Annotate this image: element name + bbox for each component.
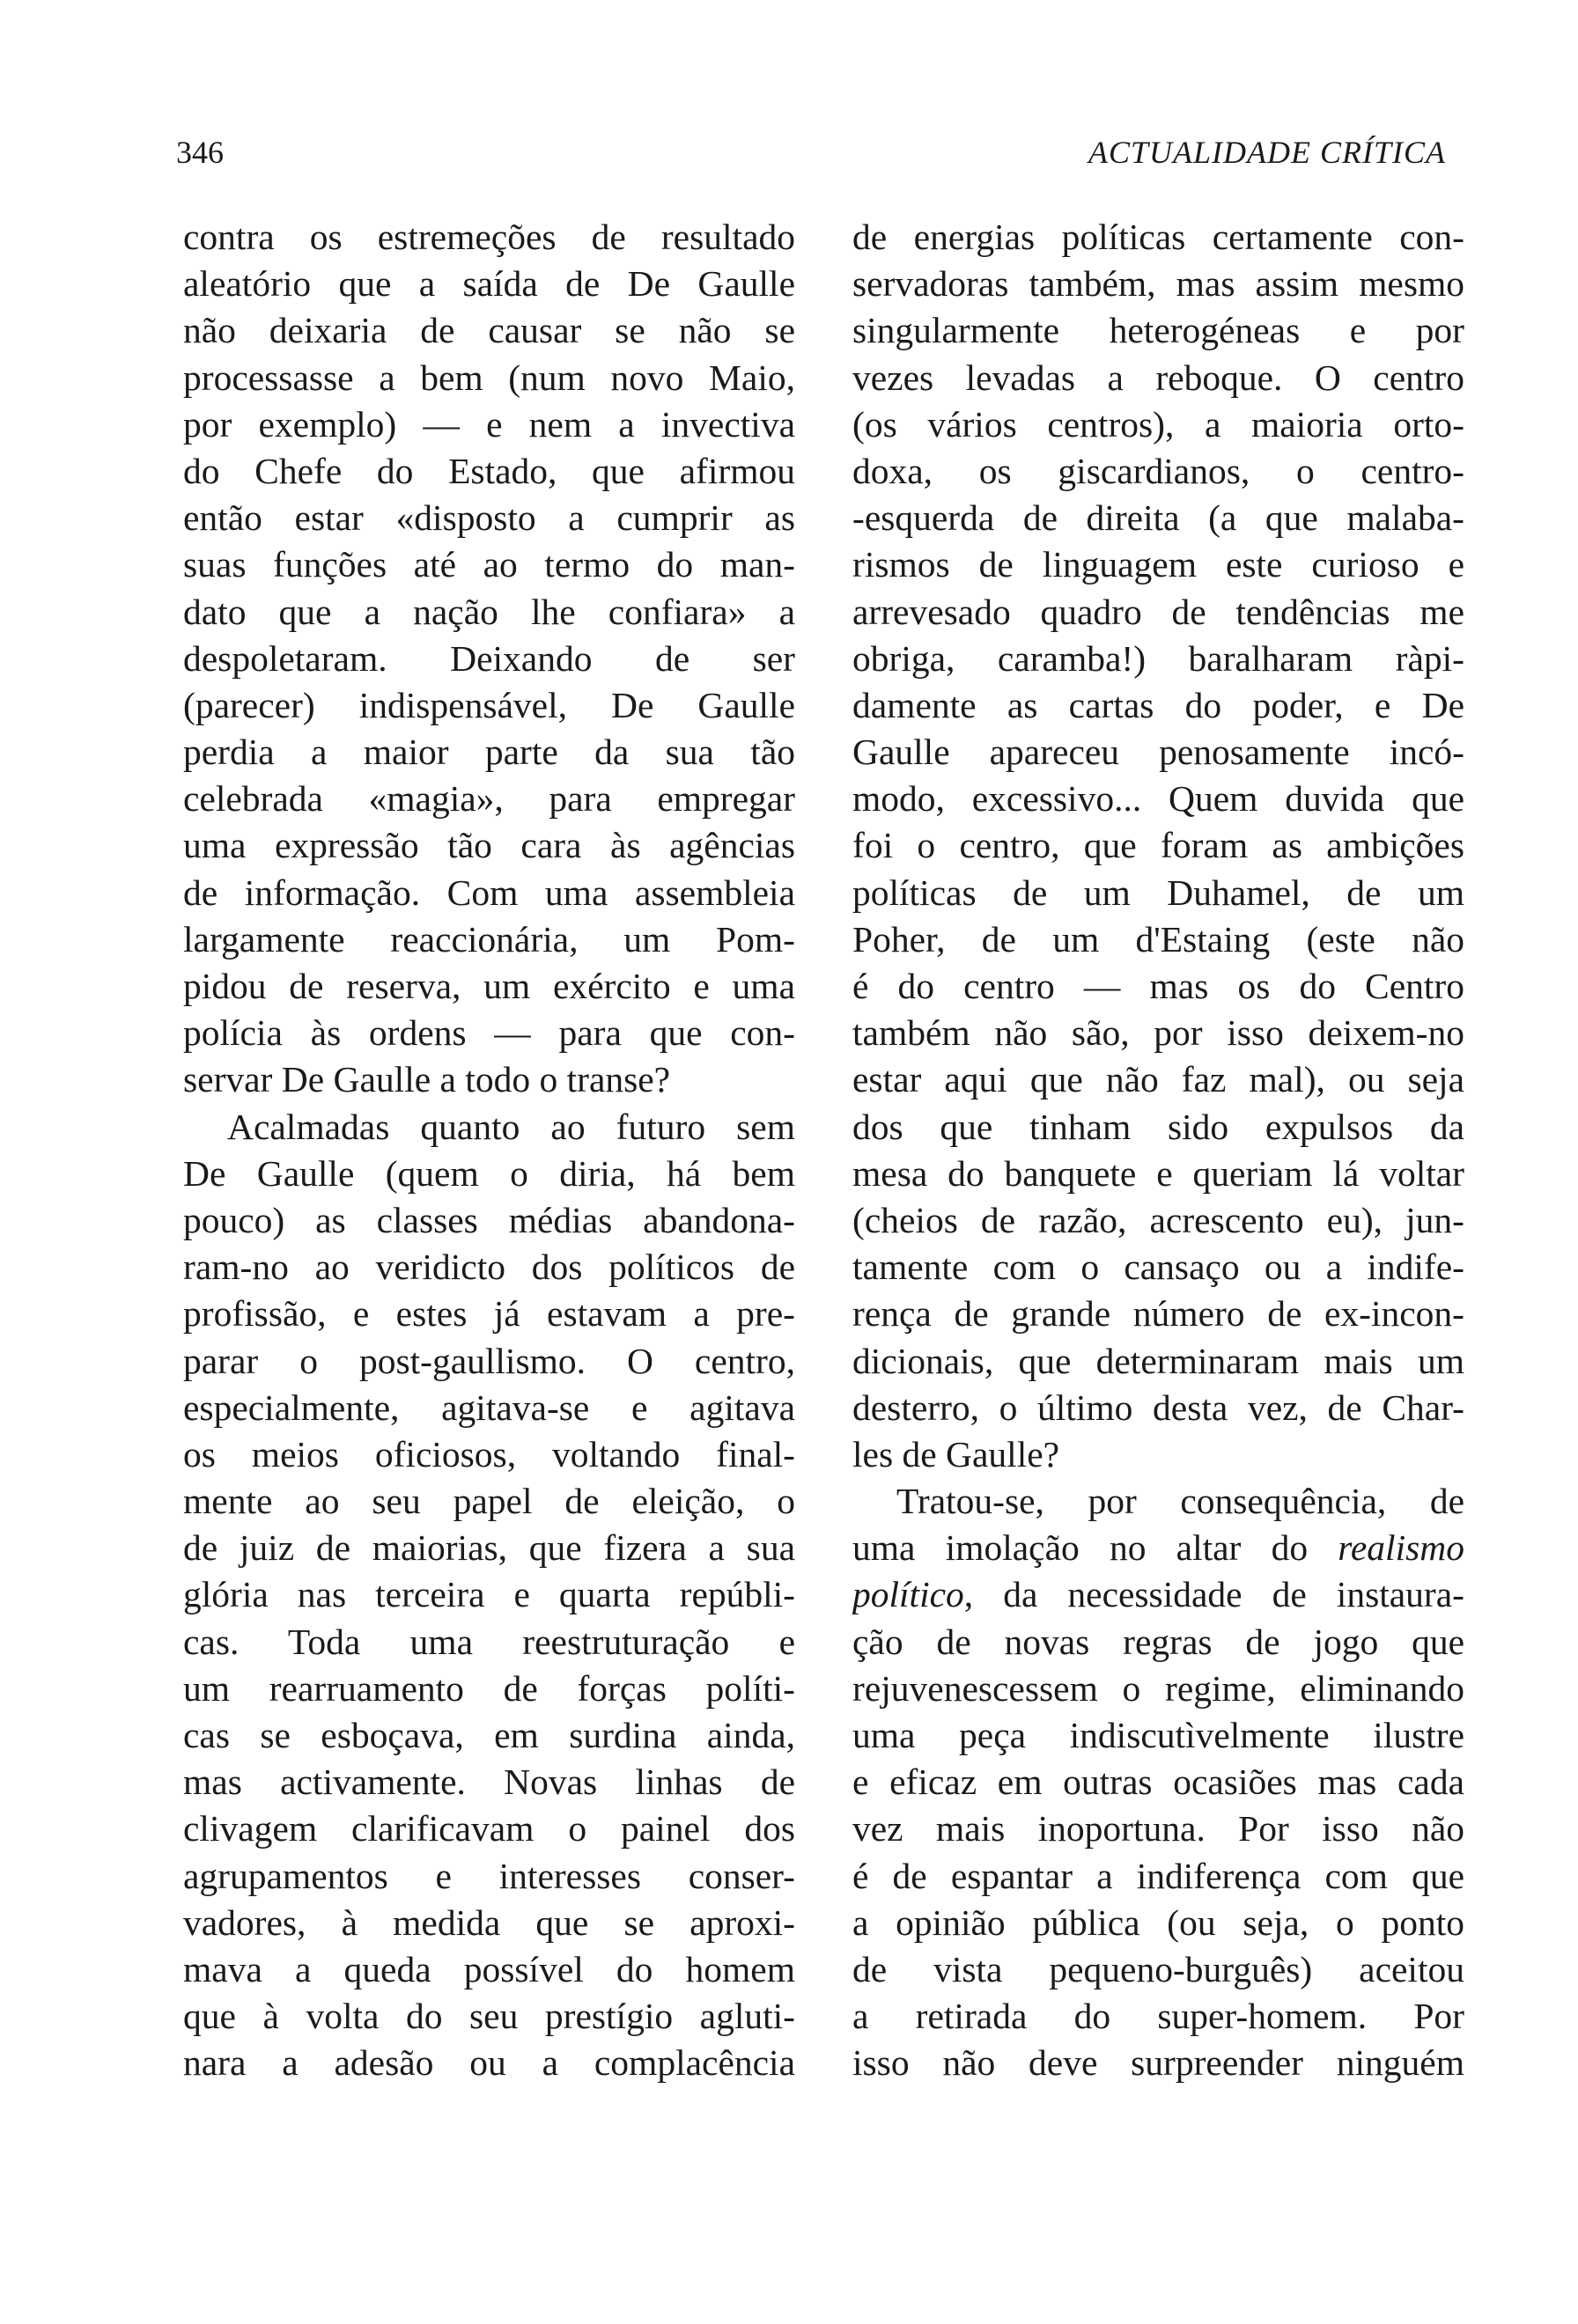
italic-segment: realismo <box>1338 1527 1464 1569</box>
text-line <box>852 1900 1464 1946</box>
text-line <box>852 1151 1464 1197</box>
text-segment: isso não deve surpreender ninguém <box>852 2042 1464 2084</box>
text-segment: e eficaz em outras ocasiões mas cada <box>852 1761 1464 1803</box>
text-line <box>183 2040 795 2086</box>
text-line <box>852 1806 1464 1852</box>
text-line <box>852 1197 1464 1244</box>
text-segment: mesa do banquete e queriam lá voltar <box>852 1152 1464 1194</box>
text-segment: de juiz de maiorias, que fizera a sua <box>183 1527 795 1569</box>
text-line <box>183 963 795 1010</box>
text-line <box>852 1666 1464 1712</box>
text-line <box>852 448 1464 495</box>
text-segment: rejuvenescessem o regime, eliminando <box>852 1667 1464 1709</box>
text-line <box>183 261 795 307</box>
text-segment: Acalmadas quanto ao futuro sem <box>227 1106 795 1147</box>
text-segment: dos que tinham sido expulsos da <box>852 1106 1464 1147</box>
text-line <box>183 355 795 401</box>
text-line <box>183 729 795 776</box>
text-segment: vezes levadas a reboque. O centro <box>852 357 1464 398</box>
text-line <box>852 1619 1464 1666</box>
text-segment: celebrada «magia», para empregar <box>183 778 795 820</box>
text-segment: servadoras também, mas assim mesmo <box>852 263 1464 305</box>
left-column <box>183 214 795 2087</box>
text-line <box>852 1104 1464 1151</box>
text-segment: (parecer) indispensável, De Gaulle <box>183 684 795 725</box>
text-segment: dato que a nação lhe confiara» a <box>183 591 795 632</box>
text-line <box>183 1806 795 1852</box>
text-segment: políticas de um Duhamel, de um <box>852 872 1464 913</box>
text-segment: vez mais inoportuna. Por isso não <box>852 1808 1464 1850</box>
text-line <box>852 822 1464 869</box>
text-line <box>183 1666 795 1712</box>
text-line <box>852 1056 1464 1103</box>
text-line <box>852 1291 1464 1337</box>
text-segment: modo, excessivo... Quem duvida que <box>852 778 1464 820</box>
text-line <box>183 1478 795 1525</box>
text-segment: pidou de reserva, um exército e uma <box>183 966 795 1006</box>
text-line <box>183 1010 795 1056</box>
text-segment: um rearruamento de forças políti- <box>183 1667 795 1709</box>
text-line <box>183 1244 795 1291</box>
text-segment: mente ao seu papel de eleição, o <box>183 1481 795 1522</box>
text-segment: Tratou-se, por consequência, de <box>896 1481 1464 1522</box>
text-line <box>852 1993 1464 2040</box>
text-segment: ção de novas regras de jogo que <box>852 1621 1464 1662</box>
text-segment: tamente com o cansaço ou a indife- <box>852 1247 1464 1288</box>
text-line <box>852 636 1464 682</box>
text-line <box>852 1525 1464 1571</box>
text-segment: suas funções até ao termo do man- <box>183 544 795 585</box>
running-head: ACTUALIDADE CRÍTICA <box>1088 135 1446 170</box>
text-line <box>852 1010 1464 1056</box>
text-line <box>852 1478 1464 1525</box>
text-line <box>183 1525 795 1571</box>
text-line <box>183 1431 795 1478</box>
text-segment: desterro, o último desta vez, de Char- <box>852 1386 1464 1428</box>
text-segment: mas activamente. Novas linhas de <box>183 1761 795 1803</box>
text-segment: é do centro — mas os do Centro <box>852 966 1464 1006</box>
text-line <box>852 355 1464 401</box>
text-line <box>183 682 795 729</box>
text-line <box>183 1385 795 1431</box>
text-segment: agrupamentos e interesses conser- <box>183 1855 795 1896</box>
text-line <box>852 1759 1464 1806</box>
text-segment: polícia às ordens — para que con- <box>183 1012 795 1054</box>
text-line <box>852 1385 1464 1431</box>
text-segment: processasse a bem (num novo Maio, <box>183 357 795 398</box>
text-segment: uma expressão tão cara às agências <box>183 825 795 866</box>
text-segment: então estar «disposto a cumprir as <box>183 497 795 539</box>
text-segment: ram-no ao veridicto dos políticos de <box>183 1247 795 1288</box>
text-segment: uma peça indiscutìvelmente ilustre <box>852 1715 1464 1755</box>
text-line <box>852 963 1464 1010</box>
right-column <box>852 214 1464 2087</box>
text-line <box>183 636 795 682</box>
text-segment: a opinião pública (ou seja, o ponto <box>852 1901 1464 1943</box>
text-segment: les de Gaulle? <box>852 1433 1060 1475</box>
text-segment: de informação. Com uma assembleia <box>183 872 795 913</box>
text-segment: , da necessidade de instaura- <box>963 1574 1464 1615</box>
text-segment: não deixaria de causar se não se <box>183 310 795 351</box>
text-line <box>852 2040 1464 2086</box>
text-line <box>183 1571 795 1618</box>
italic-segment: político <box>852 1574 964 1615</box>
text-segment: glória nas terceira e quarta repúbli- <box>183 1574 795 1615</box>
text-segment: aleatório que a saída de De Gaulle <box>183 263 795 305</box>
text-segment: singularmente heterogéneas e por <box>852 310 1464 351</box>
text-segment: -esquerda de direita (a que malaba- <box>852 497 1464 539</box>
text-segment: parar o post-gaullismo. O centro, <box>183 1340 795 1381</box>
text-line <box>183 1338 795 1385</box>
text-segment: por exemplo) — e nem a invectiva <box>183 403 795 445</box>
text-line <box>183 1853 795 1900</box>
text-line <box>183 1056 795 1103</box>
text-segment: De Gaulle (quem o diria, há bem <box>183 1152 795 1194</box>
text-line <box>852 1946 1464 1993</box>
text-segment: especialmente, agitava-se e agitava <box>183 1386 795 1428</box>
text-line <box>183 214 795 261</box>
text-line <box>852 589 1464 636</box>
text-line <box>183 1291 795 1337</box>
text-line <box>183 870 795 916</box>
text-line <box>183 1900 795 1946</box>
text-line <box>183 822 795 869</box>
text-line <box>183 1619 795 1666</box>
text-segment: Gaulle apareceu penosamente incó- <box>852 732 1464 773</box>
text-segment: damente as cartas do poder, e De <box>852 684 1464 725</box>
text-segment: mava a queda possível do homem <box>183 1948 795 1989</box>
text-line <box>852 682 1464 729</box>
text-line <box>852 1431 1464 1478</box>
page-number: 346 <box>176 135 224 170</box>
text-line <box>852 1853 1464 1900</box>
text-segment: obriga, caramba!) baralharam ràpi- <box>852 637 1464 679</box>
text-segment: doxa, os giscardianos, o centro- <box>852 450 1464 491</box>
text-line <box>852 1571 1464 1618</box>
text-line <box>852 261 1464 307</box>
text-segment: despoletaram. Deixando de ser <box>183 637 795 679</box>
text-segment: de vista pequeno-burguês) aceitou <box>852 1948 1464 1989</box>
text-segment: cas. Toda uma reestruturação e <box>183 1621 795 1662</box>
text-line <box>183 776 795 822</box>
text-segment: de energias políticas certamente con- <box>852 217 1464 257</box>
text-segment: (os vários centros), a maioria orto- <box>852 403 1464 445</box>
text-segment: a retirada do super-homem. Por <box>852 1996 1464 2037</box>
text-segment: nara a adesão ou a complacência <box>183 2042 795 2084</box>
text-segment: pouco) as classes médias abandona- <box>183 1199 795 1240</box>
text-segment: cas se esboçava, em surdina ainda, <box>183 1715 795 1755</box>
text-line <box>852 307 1464 354</box>
text-segment: clivagem clarificavam o painel dos <box>183 1808 795 1850</box>
text-line <box>852 541 1464 588</box>
text-line <box>852 214 1464 261</box>
text-line <box>852 776 1464 822</box>
text-line <box>852 1244 1464 1291</box>
text-segment: que à volta do seu prestígio agluti- <box>183 1996 795 2037</box>
text-line <box>852 870 1464 916</box>
text-segment: dicionais, que determinaram mais um <box>852 1340 1464 1381</box>
text-line <box>183 1993 795 2040</box>
text-segment: do Chefe do Estado, que afirmou <box>183 450 795 491</box>
text-segment: arrevesado quadro de tendências me <box>852 591 1464 632</box>
text-segment: Poher, de um d'Estaing (este não <box>852 918 1464 960</box>
text-segment: perdia a maior parte da sua tão <box>183 732 795 773</box>
text-line <box>183 541 795 588</box>
text-line <box>852 401 1464 448</box>
text-line <box>183 1946 795 1993</box>
text-line <box>183 589 795 636</box>
text-line <box>183 1151 795 1197</box>
text-line <box>852 495 1464 541</box>
text-segment: estar aqui que não faz mal), ou seja <box>852 1059 1464 1100</box>
text-line <box>852 729 1464 776</box>
text-line <box>183 401 795 448</box>
text-line <box>183 1197 795 1244</box>
text-segment: também não são, por isso deixem-no <box>852 1012 1464 1054</box>
text-segment: os meios oficiosos, voltando final- <box>183 1433 795 1475</box>
text-segment: servar De Gaulle a todo o transe? <box>183 1059 671 1100</box>
text-segment: profissão, e estes já estavam a pre- <box>183 1293 795 1335</box>
text-line <box>183 1759 795 1806</box>
text-segment: (cheios de razão, acrescento eu), jun- <box>852 1199 1464 1240</box>
text-line <box>852 1338 1464 1385</box>
text-line <box>852 1712 1464 1759</box>
text-line <box>183 1104 795 1151</box>
text-segment: rença de grande número de ex-incon- <box>852 1293 1464 1335</box>
text-line <box>852 916 1464 963</box>
text-line <box>183 1712 795 1759</box>
text-line <box>183 916 795 963</box>
text-segment: largamente reaccionária, um Pom- <box>183 918 795 960</box>
text-segment: é de espantar a indiferença com que <box>852 1855 1464 1896</box>
text-segment: contra os estremeções de resultado <box>183 217 795 257</box>
text-segment: foi o centro, que foram as ambições <box>852 825 1464 866</box>
text-segment: vadores, à medida que se aproxi- <box>183 1901 795 1943</box>
text-line <box>183 495 795 541</box>
text-line <box>183 307 795 354</box>
text-segment: rismos de linguagem este curioso e <box>852 544 1464 585</box>
text-segment: uma imolação no altar do <box>852 1527 1338 1569</box>
text-line <box>183 448 795 495</box>
